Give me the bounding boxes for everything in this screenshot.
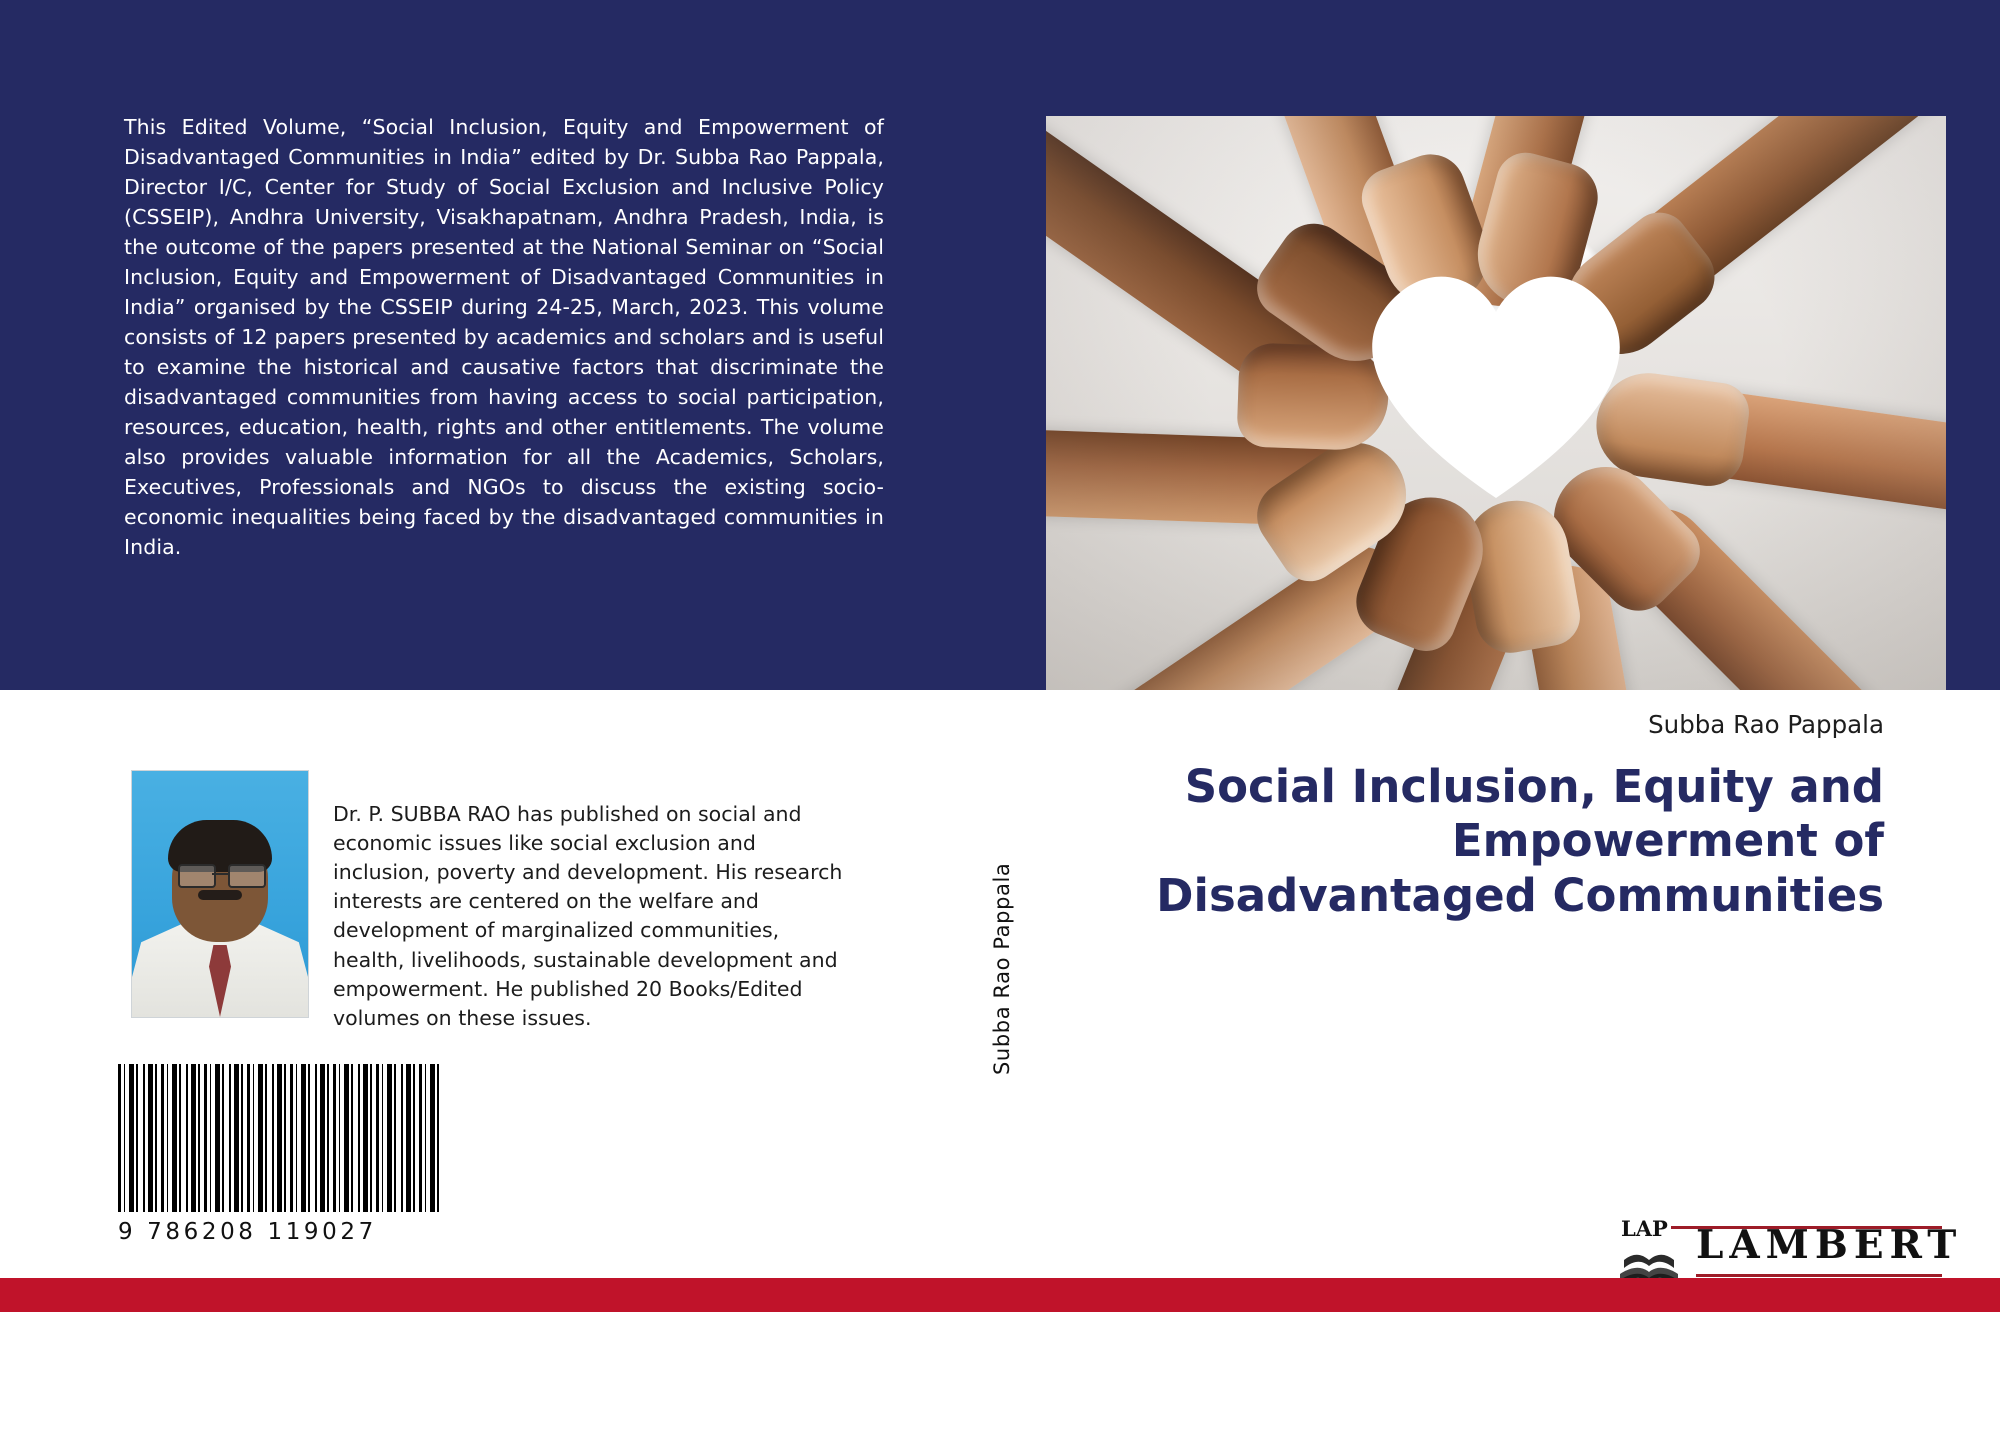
front-cover-title: Social Inclusion, Equity and Empowerment of Disadvantaged Communities [1156, 760, 1884, 922]
back-cover-blurb: This Edited Volume, “Social Inclusion, Equity and Empowerment of Disadvantaged Communities in India” edited by Dr. Subba Rao Pappala, Director I/C, Center for Study of Social Exclusion and Inclusive Policy (CSSEIP), Andhra University, Visakhapatnam, Andhra Pradesh, India, is the outcome of the papers presented at the National Seminar on “Social Inclusion, Equity and Empowerment of Disadvantaged Communities in India” organised by the CSSEIP during 24-25, March, 2023. This volume consists of 12 papers presented by academics and scholars and is useful to examine the historical and causative factors that discriminate the disadvantaged communities from having access to social participation, resources, education, health, rights and other entitlements. The volume also provides valuable information for all the Academics, Scholars, Executives, Professionals and NGOs to discuss the existing socio-economic inequalities being faced by the disadvantaged communities in India. [124, 115, 884, 560]
logo-rule-bottom [1696, 1274, 1942, 1277]
spine-author: Subba Rao Pappala [990, 862, 1014, 1075]
bottom-white-margin [0, 1312, 2000, 1430]
front-cover-author: Subba Rao Pappala [1648, 710, 1884, 739]
logo-lap-mark: LAP [1618, 1216, 1671, 1241]
barcode-digits: 9 786208 119027 [118, 1219, 377, 1245]
barcode-block [118, 1064, 448, 1245]
portrait-moustache [198, 890, 242, 900]
portrait-glasses-bridge [212, 873, 228, 875]
cover-photo [1046, 116, 1946, 690]
logo-publisher-name: LAMBERT [1696, 1222, 1963, 1268]
cover-photo-scene [1046, 116, 1946, 690]
portrait-glasses-right [228, 864, 266, 888]
author-bio: Dr. P. SUBBA RAO has published on social and economic issues like social exclusion and inclusion, poverty and development. His research interests are centered on the welfare and development of marginalized communities, health, livelihoods, sustainable development and empowerment. He published 20 Books/Edited volumes on these issues. [333, 802, 843, 1030]
bottom-red-band [0, 1278, 2000, 1312]
author-portrait [131, 770, 309, 1018]
barcode-bars [118, 1064, 440, 1212]
portrait-glasses-left [178, 864, 216, 888]
